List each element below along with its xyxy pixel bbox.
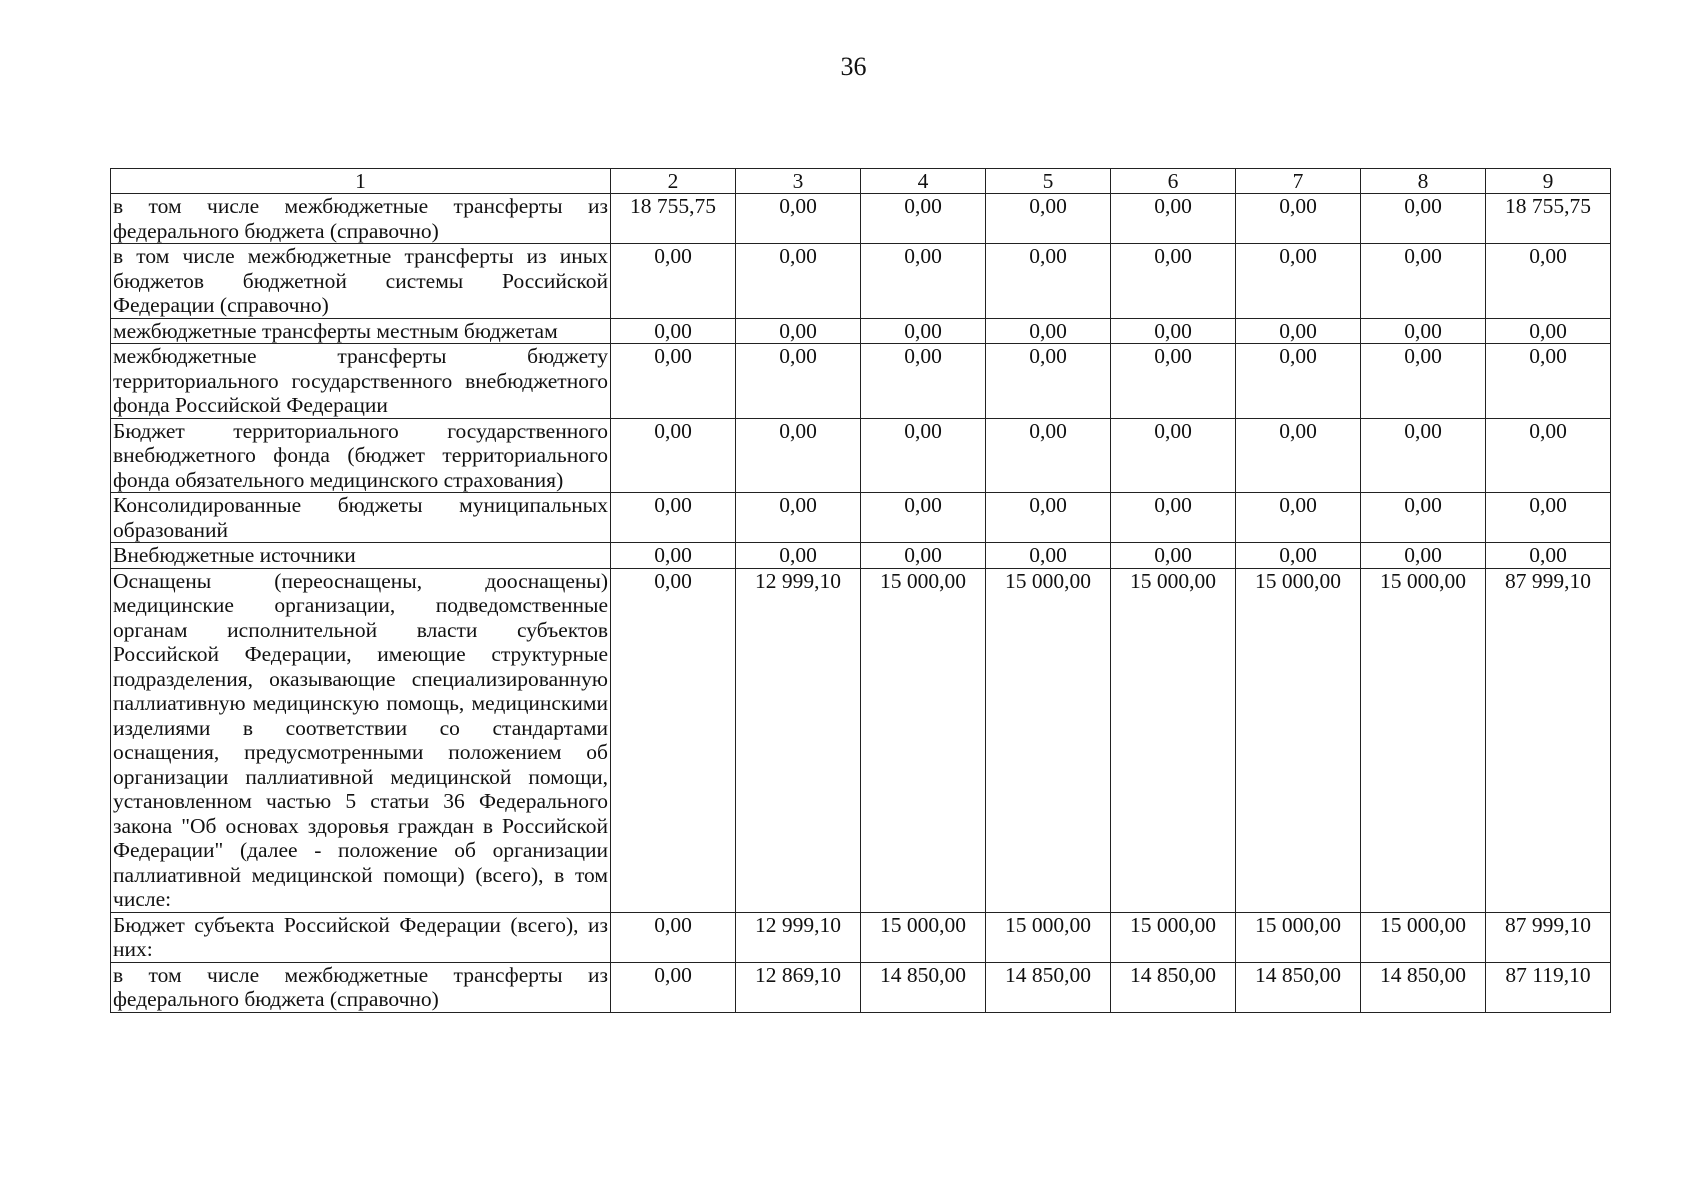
table-row bbox=[111, 418, 1611, 493]
row-value: 0,00 bbox=[1236, 318, 1361, 344]
row-value: 0,00 bbox=[861, 493, 986, 543]
column-header: 2 bbox=[611, 169, 736, 194]
row-value: 0,00 bbox=[1111, 194, 1236, 244]
row-value: 0,00 bbox=[611, 244, 736, 319]
row-value: 0,00 bbox=[1486, 418, 1611, 493]
row-value: 14 850,00 bbox=[861, 962, 986, 1012]
table-header-row bbox=[111, 169, 1611, 194]
row-value: 0,00 bbox=[611, 568, 736, 912]
row-value: 0,00 bbox=[861, 543, 986, 569]
row-value: 0,00 bbox=[736, 194, 861, 244]
row-label: Оснащены (переоснащены, дооснащены) медицинские организации, подведомственные органам исполнительной власти субъектов Российской Федерации, имеющие структурные подразделения, оказывающие специализированную паллиативную медицинскую помощь, медицинскими изделиями в соответствии со стандартами оснащения, предусмотренными положением об организации паллиативной медицинской помощи, установленном частью 5 статьи 36 Федерального закона "Об основах здоровья граждан в Российской Федерации" (далее - положение об организации паллиативной медицинской помощи) (всего), в том числе: bbox=[111, 568, 611, 912]
page-number: 36 bbox=[840, 52, 867, 81]
row-value: 0,00 bbox=[1361, 493, 1486, 543]
table-row bbox=[111, 194, 1611, 244]
row-value: 15 000,00 bbox=[986, 912, 1111, 962]
row-label: межбюджетные трансферты местным бюджетам bbox=[111, 318, 611, 344]
row-value: 15 000,00 bbox=[1236, 912, 1361, 962]
row-value: 87 999,10 bbox=[1486, 568, 1611, 912]
row-value: 0,00 bbox=[986, 543, 1111, 569]
row-value: 0,00 bbox=[611, 962, 736, 1012]
row-value: 0,00 bbox=[736, 493, 861, 543]
row-value: 0,00 bbox=[1361, 244, 1486, 319]
row-value: 0,00 bbox=[1111, 418, 1236, 493]
row-value: 0,00 bbox=[611, 344, 736, 419]
row-value: 0,00 bbox=[736, 244, 861, 319]
row-value: 0,00 bbox=[1111, 318, 1236, 344]
row-label: межбюджетные трансферты бюджету территориального государственного внебюджетного фонда Российской Федерации bbox=[111, 344, 611, 419]
row-value: 0,00 bbox=[861, 244, 986, 319]
row-value: 12 999,10 bbox=[736, 912, 861, 962]
column-header: 8 bbox=[1361, 169, 1486, 194]
column-header: 4 bbox=[861, 169, 986, 194]
row-value: 0,00 bbox=[1111, 344, 1236, 419]
row-value: 15 000,00 bbox=[1236, 568, 1361, 912]
row-value: 0,00 bbox=[611, 543, 736, 569]
row-value: 15 000,00 bbox=[1111, 912, 1236, 962]
column-header: 3 bbox=[736, 169, 861, 194]
row-value: 0,00 bbox=[1111, 244, 1236, 319]
row-value: 0,00 bbox=[736, 418, 861, 493]
row-value: 0,00 bbox=[1361, 418, 1486, 493]
table-row bbox=[111, 568, 1611, 912]
row-value: 0,00 bbox=[1361, 543, 1486, 569]
row-value: 18 755,75 bbox=[611, 194, 736, 244]
row-value: 0,00 bbox=[1236, 493, 1361, 543]
row-value: 0,00 bbox=[736, 318, 861, 344]
row-value: 0,00 bbox=[1236, 344, 1361, 419]
row-value: 0,00 bbox=[1486, 344, 1611, 419]
row-value: 0,00 bbox=[611, 318, 736, 344]
row-value: 87 119,10 bbox=[1486, 962, 1611, 1012]
row-value: 0,00 bbox=[1111, 493, 1236, 543]
table-row bbox=[111, 962, 1611, 1012]
row-value: 0,00 bbox=[861, 418, 986, 493]
row-value: 0,00 bbox=[986, 244, 1111, 319]
row-value: 12 869,10 bbox=[736, 962, 861, 1012]
table-row bbox=[111, 912, 1611, 962]
row-value: 18 755,75 bbox=[1486, 194, 1611, 244]
row-value: 0,00 bbox=[1361, 344, 1486, 419]
table-row bbox=[111, 244, 1611, 319]
row-value: 0,00 bbox=[986, 418, 1111, 493]
row-value: 87 999,10 bbox=[1486, 912, 1611, 962]
row-value: 0,00 bbox=[1111, 543, 1236, 569]
row-label: Внебюджетные источники bbox=[111, 543, 611, 569]
row-value: 0,00 bbox=[1486, 244, 1611, 319]
row-value: 0,00 bbox=[861, 318, 986, 344]
row-label: в том числе межбюджетные трансферты из иных бюджетов бюджетной системы Российской Федерации (справочно) bbox=[111, 244, 611, 319]
row-value: 15 000,00 bbox=[861, 568, 986, 912]
row-value: 0,00 bbox=[1236, 543, 1361, 569]
row-value: 0,00 bbox=[986, 318, 1111, 344]
row-value: 0,00 bbox=[861, 194, 986, 244]
row-value: 14 850,00 bbox=[1236, 962, 1361, 1012]
row-value: 0,00 bbox=[986, 194, 1111, 244]
row-label: в том числе межбюджетные трансферты из федерального бюджета (справочно) bbox=[111, 962, 611, 1012]
row-value: 14 850,00 bbox=[1361, 962, 1486, 1012]
budget-table bbox=[110, 168, 1611, 1013]
row-value: 0,00 bbox=[1486, 318, 1611, 344]
row-value: 12 999,10 bbox=[736, 568, 861, 912]
row-value: 0,00 bbox=[1236, 418, 1361, 493]
row-value: 14 850,00 bbox=[1111, 962, 1236, 1012]
row-label: в том числе межбюджетные трансферты из федерального бюджета (справочно) bbox=[111, 194, 611, 244]
row-value: 0,00 bbox=[1361, 194, 1486, 244]
row-value: 15 000,00 bbox=[861, 912, 986, 962]
row-value: 15 000,00 bbox=[986, 568, 1111, 912]
row-value: 0,00 bbox=[736, 344, 861, 419]
row-value: 0,00 bbox=[736, 543, 861, 569]
row-value: 0,00 bbox=[1361, 318, 1486, 344]
column-header: 5 bbox=[986, 169, 1111, 194]
row-value: 0,00 bbox=[1486, 543, 1611, 569]
row-value: 15 000,00 bbox=[1361, 912, 1486, 962]
row-label: Консолидированные бюджеты муниципальных образований bbox=[111, 493, 611, 543]
table-row bbox=[111, 318, 1611, 344]
table-row bbox=[111, 543, 1611, 569]
row-value: 0,00 bbox=[1236, 194, 1361, 244]
row-value: 0,00 bbox=[611, 912, 736, 962]
row-value: 14 850,00 bbox=[986, 962, 1111, 1012]
row-value: 15 000,00 bbox=[1111, 568, 1236, 912]
row-label: Бюджет субъекта Российской Федерации (всего), из них: bbox=[111, 912, 611, 962]
table-row bbox=[111, 493, 1611, 543]
row-value: 0,00 bbox=[1486, 493, 1611, 543]
row-value: 0,00 bbox=[986, 344, 1111, 419]
row-label: Бюджет территориального государственного внебюджетного фонда (бюджет территориального фонда обязательного медицинского страхования) bbox=[111, 418, 611, 493]
row-value: 15 000,00 bbox=[1361, 568, 1486, 912]
column-header: 6 bbox=[1111, 169, 1236, 194]
row-value: 0,00 bbox=[611, 493, 736, 543]
column-header: 9 bbox=[1486, 169, 1611, 194]
row-value: 0,00 bbox=[1236, 244, 1361, 319]
row-value: 0,00 bbox=[986, 493, 1111, 543]
column-header: 7 bbox=[1236, 169, 1361, 194]
column-header: 1 bbox=[111, 169, 611, 194]
row-value: 0,00 bbox=[861, 344, 986, 419]
table-row bbox=[111, 344, 1611, 419]
row-value: 0,00 bbox=[611, 418, 736, 493]
